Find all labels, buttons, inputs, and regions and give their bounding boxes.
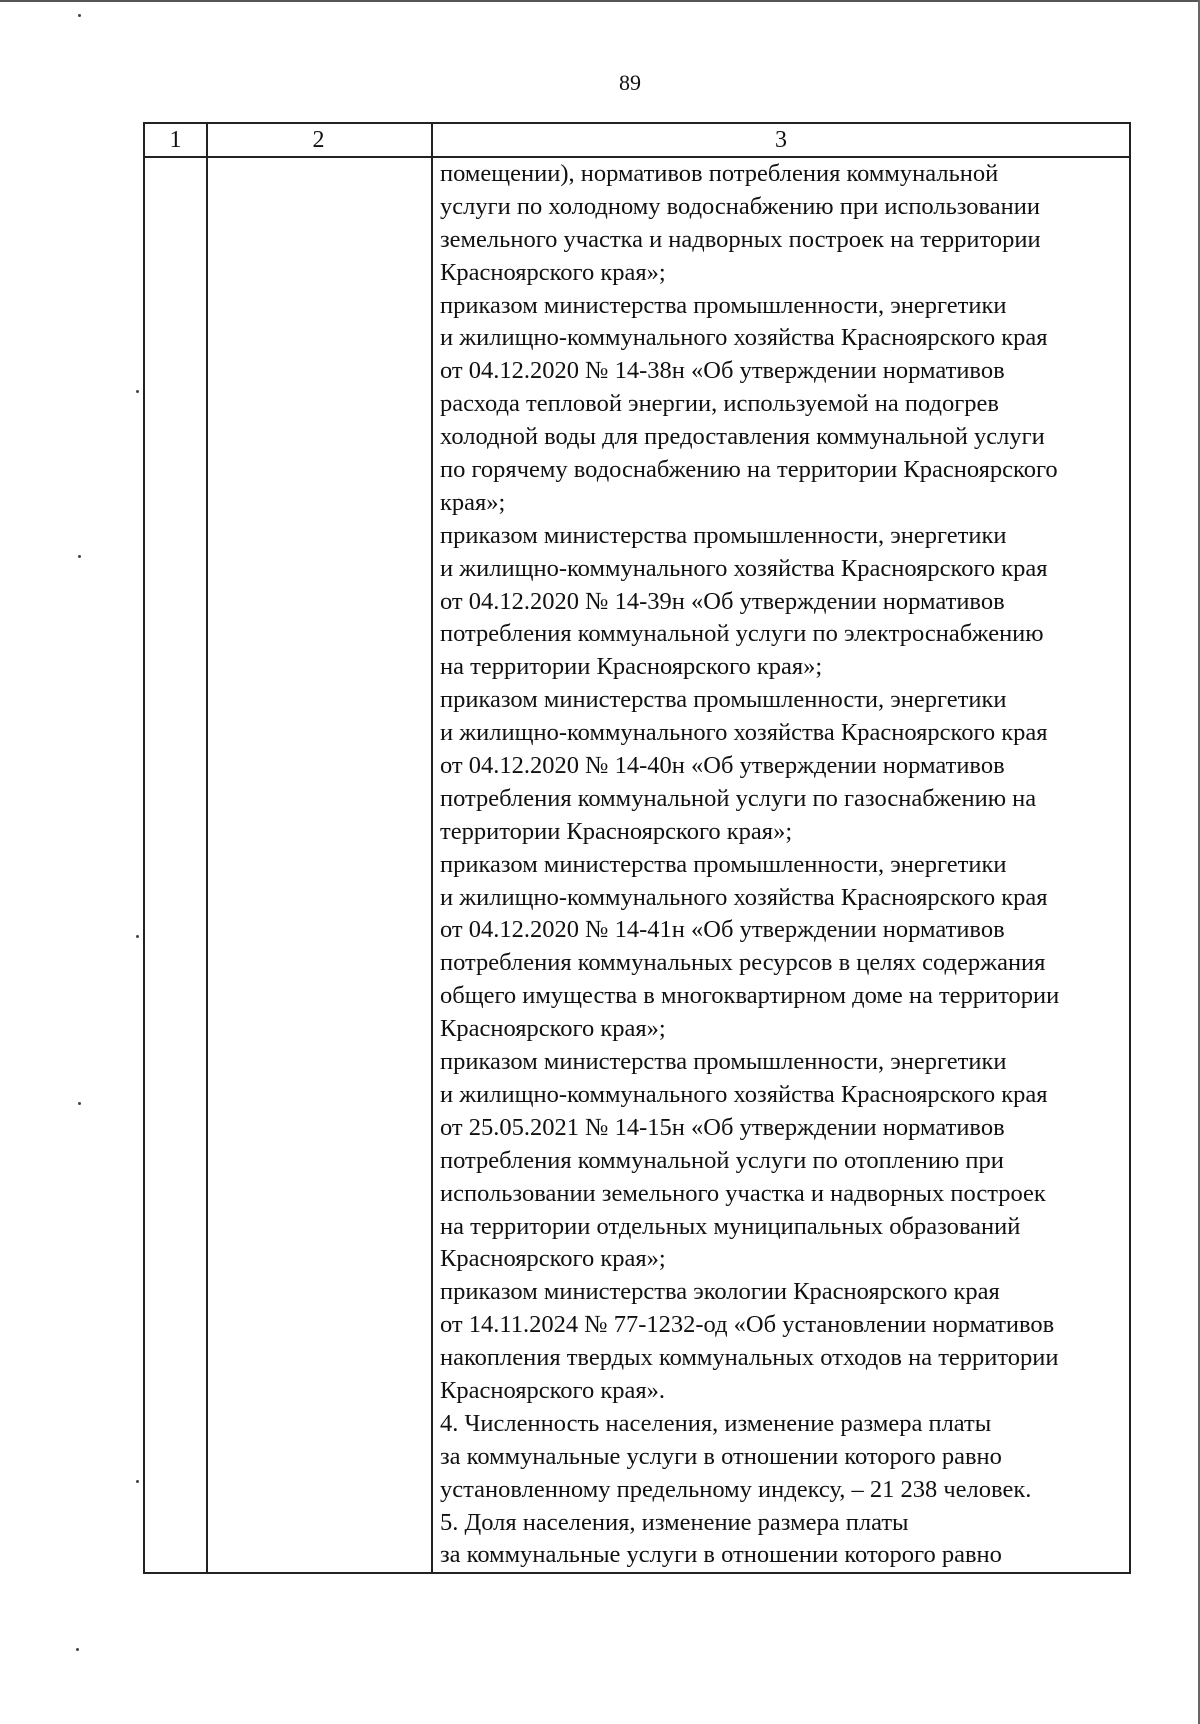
text-line: приказом министерства промышленности, энергетики — [440, 850, 1007, 878]
text-line: Красноярского края». — [440, 1376, 666, 1404]
text-line: за коммунальные услуги в отношении которого равно — [440, 1541, 1002, 1569]
text-line: по горячему водоснабжению на территории Красноярского — [440, 456, 1058, 484]
text-line: от 25.05.2021 № 14-15н «Об утверждении нормативов — [440, 1113, 1005, 1141]
text-line: расхода тепловой энергии, используемой на подогрев — [440, 390, 999, 418]
text-line: приказом министерства промышленности, энергетики — [440, 521, 1007, 549]
text-line: приказом министерства промышленности, энергетики — [440, 291, 1007, 319]
text-line: накопления твердых коммунальных отходов на территории — [440, 1344, 1059, 1372]
text-line: потребления коммунальной услуги по газоснабжению на — [440, 784, 1037, 812]
table-header-row — [145, 124, 1129, 158]
text-line: от 04.12.2020 № 14-38н «Об утверждении нормативов — [440, 357, 1005, 385]
scan-speck — [136, 1480, 139, 1483]
scan-speck — [136, 390, 139, 393]
text-line: использовании земельного участка и надворных построек — [440, 1179, 1046, 1207]
document-table — [143, 122, 1131, 1574]
scan-speck — [136, 935, 139, 938]
column-divider-1 — [206, 124, 208, 1572]
column-divider-2 — [431, 124, 433, 1572]
text-line: и жилищно-коммунального хозяйства Красноярского края — [440, 719, 1048, 747]
text-line: приказом министерства экологии Красноярского края — [440, 1278, 1000, 1306]
text-line: на территории Красноярского края»; — [440, 653, 823, 681]
scan-speck — [76, 1648, 79, 1651]
text-line: потребления коммунальной услуги по электроснабжению — [440, 620, 1044, 648]
text-line: от 14.11.2024 № 77-1232-од «Об установлении нормативов — [440, 1311, 1055, 1339]
text-line: от 04.12.2020 № 14-40н «Об утверждении нормативов — [440, 752, 1005, 780]
text-line: и жилищно-коммунального хозяйства Красноярского края — [440, 883, 1048, 911]
text-line: Красноярского края»; — [440, 1245, 666, 1273]
text-line: помещении), нормативов потребления коммунальной — [440, 160, 999, 187]
text-line: холодной воды для предоставления коммунальной услуги — [440, 423, 1045, 451]
text-line: Красноярского края»; — [440, 258, 666, 286]
text-line: и жилищно-коммунального хозяйства Красноярского края — [440, 1080, 1048, 1108]
column-3-content — [440, 158, 1130, 1572]
scan-top-edge — [0, 0, 1200, 2]
text-line: потребления коммунальной услуги по отоплению при — [440, 1146, 1004, 1174]
text-line: на территории отдельных муниципальных образований — [440, 1212, 1021, 1240]
text-line: приказом министерства промышленности, энергетики — [440, 1048, 1007, 1076]
text-line: потребления коммунальных ресурсов в целях содержания — [440, 949, 1046, 977]
text-line: услуги по холодному водоснабжению при использовании — [440, 192, 1040, 220]
text-line: 5. Доля населения, изменение размера платы — [440, 1508, 909, 1536]
page-number: 89 — [619, 70, 641, 95]
text-line: установленному предельному индексу, – 21 238 человек. — [440, 1475, 1032, 1503]
text-line: и жилищно-коммунального хозяйства Красноярского края — [440, 324, 1048, 352]
scan-speck — [78, 14, 81, 17]
scan-speck — [78, 1102, 81, 1105]
text-line: Красноярского края»; — [440, 1015, 666, 1043]
column-header-2: 2 — [312, 127, 325, 153]
text-line: приказом министерства промышленности, энергетики — [440, 686, 1007, 714]
text-line: земельного участка и надворных построек на территории — [440, 225, 1041, 253]
text-line: от 04.12.2020 № 14-39н «Об утверждении нормативов — [440, 587, 1005, 615]
text-line: территории Красноярского края»; — [440, 817, 793, 845]
text-line: и жилищно-коммунального хозяйства Красноярского края — [440, 554, 1048, 582]
text-line: общего имущества в многоквартирном доме на территории — [440, 982, 1060, 1010]
column-header-1: 1 — [169, 127, 182, 153]
text-line: от 04.12.2020 № 14-41н «Об утверждении нормативов — [440, 916, 1005, 944]
text-line: края»; — [440, 488, 506, 516]
text-line: 4. Численность населения, изменение размера платы — [440, 1409, 992, 1437]
scan-speck — [78, 555, 81, 558]
text-line: за коммунальные услуги в отношении которого равно — [440, 1442, 1002, 1470]
column-header-3: 3 — [775, 127, 787, 153]
